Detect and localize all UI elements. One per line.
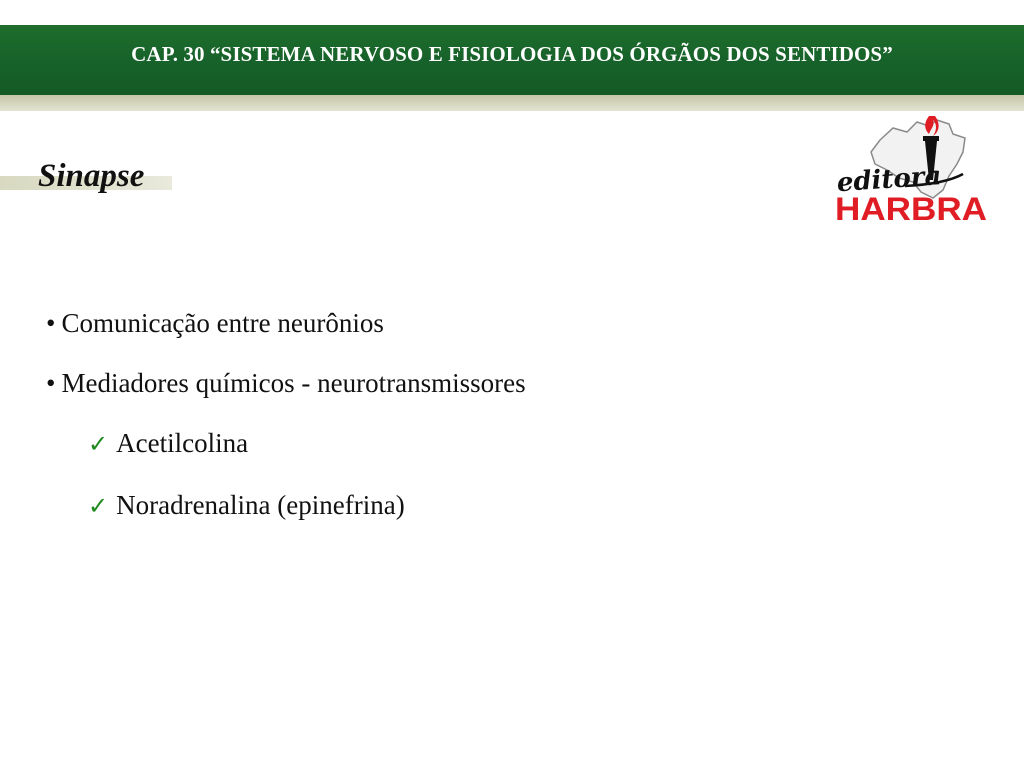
checklist-text: Acetilcolina xyxy=(116,428,249,458)
bullet-text: Mediadores químicos - neurotransmissores xyxy=(61,368,526,398)
chapter-header-title: CAP. 30 “SISTEMA NERVOSO E FISIOLOGIA DOS ÓRGÃOS DOS SENTIDOS” xyxy=(131,41,893,66)
logo-brand-text: HARBRA xyxy=(835,191,987,227)
check-icon: ✓ xyxy=(88,492,109,520)
bullet-item xyxy=(46,360,526,420)
editora-harbra-logo xyxy=(825,112,995,227)
logo-script-text: editora xyxy=(835,161,943,199)
checklist-text: Noradrenalina (epinefrina) xyxy=(116,490,405,520)
bullet-item xyxy=(46,300,526,360)
bullet-dot: • xyxy=(46,368,56,398)
check-icon: ✓ xyxy=(88,430,109,458)
slide-title: Sinapse xyxy=(38,158,145,194)
bullet-dot: • xyxy=(46,308,56,338)
checklist-item xyxy=(46,420,526,482)
bullet-list xyxy=(46,300,526,544)
checklist-item xyxy=(46,482,526,544)
header-accent-strip xyxy=(0,95,1024,111)
bullet-text: Comunicação entre neurônios xyxy=(61,308,384,338)
